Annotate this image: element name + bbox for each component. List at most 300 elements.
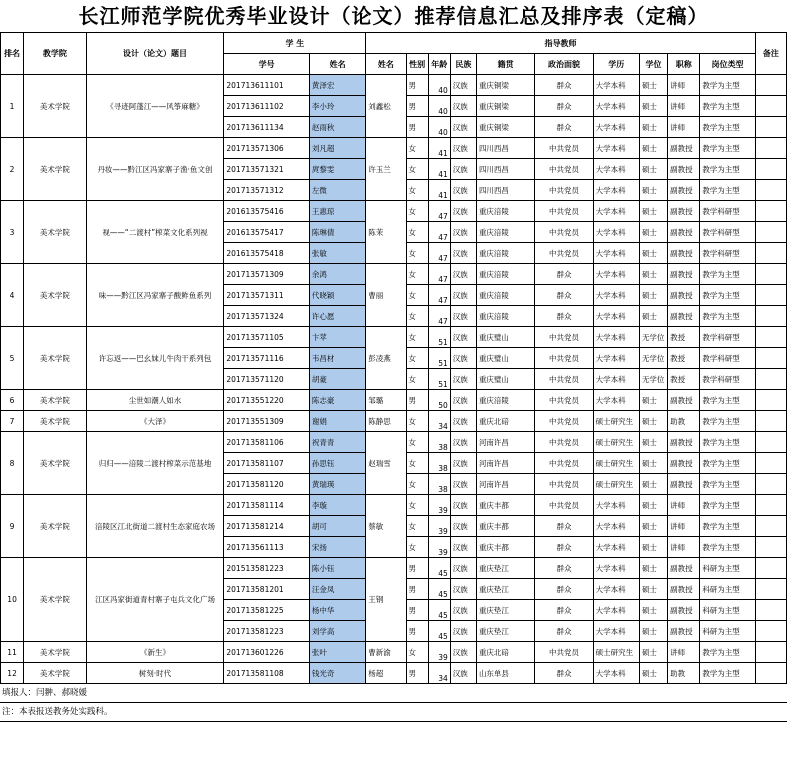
title-cell[interactable]: 教授	[668, 327, 700, 348]
education-cell[interactable]: 硕士研究生	[593, 474, 639, 495]
origin-cell[interactable]: 重庆涪陵	[476, 390, 534, 411]
position-cell[interactable]: 教学为主型	[700, 432, 755, 453]
student-id-cell[interactable]: 201713571321	[224, 159, 310, 180]
political-cell[interactable]: 中共党员	[535, 180, 593, 201]
ethnicity-cell[interactable]: 汉族	[450, 285, 476, 306]
student-name-cell[interactable]: 汪金凤	[309, 579, 365, 600]
student-name-cell[interactable]: 余鸿	[309, 264, 365, 285]
political-cell[interactable]: 中共党员	[535, 642, 593, 663]
education-cell[interactable]: 硕士研究生	[593, 453, 639, 474]
origin-cell[interactable]: 重庆丰都	[476, 495, 534, 516]
origin-cell[interactable]: 重庆北碚	[476, 411, 534, 432]
degree-cell[interactable]: 硕士	[639, 390, 667, 411]
age-cell[interactable]: 38	[428, 453, 450, 474]
gender-cell[interactable]: 男	[406, 600, 428, 621]
student-id-cell[interactable]: 201713571116	[224, 348, 310, 369]
gender-cell[interactable]: 女	[406, 537, 428, 558]
age-cell[interactable]: 39	[428, 516, 450, 537]
degree-cell[interactable]: 硕士	[639, 558, 667, 579]
political-cell[interactable]: 中共党员	[535, 474, 593, 495]
origin-cell[interactable]: 重庆铜梁	[476, 117, 534, 138]
education-cell[interactable]: 大学本科	[593, 390, 639, 411]
remarks-cell[interactable]	[755, 180, 786, 201]
political-cell[interactable]: 群众	[535, 285, 593, 306]
position-cell[interactable]: 教学为主型	[700, 663, 755, 684]
origin-cell[interactable]: 重庆涪陵	[476, 285, 534, 306]
position-cell[interactable]: 教学科研型	[700, 369, 755, 390]
rank-cell[interactable]: 9	[1, 495, 24, 558]
gender-cell[interactable]: 女	[406, 369, 428, 390]
gender-cell[interactable]: 女	[406, 159, 428, 180]
origin-cell[interactable]: 山东单县	[476, 663, 534, 684]
topic-cell[interactable]: 江区冯家街道青村寨子屯兵文化广场	[86, 558, 224, 642]
gender-cell[interactable]: 男	[406, 663, 428, 684]
ethnicity-cell[interactable]: 汉族	[450, 642, 476, 663]
topic-cell[interactable]: 味——黔江区冯家寨子酸鲊鱼系列	[86, 264, 224, 327]
political-cell[interactable]: 群众	[535, 537, 593, 558]
topic-cell[interactable]: 《新生》	[86, 642, 224, 663]
ethnicity-cell[interactable]: 汉族	[450, 117, 476, 138]
position-cell[interactable]: 教学为主型	[700, 453, 755, 474]
ethnicity-cell[interactable]: 汉族	[450, 600, 476, 621]
remarks-cell[interactable]	[755, 117, 786, 138]
rank-cell[interactable]: 5	[1, 327, 24, 390]
ethnicity-cell[interactable]: 汉族	[450, 474, 476, 495]
ethnicity-cell[interactable]: 汉族	[450, 306, 476, 327]
remarks-cell[interactable]	[755, 306, 786, 327]
education-cell[interactable]: 大学本科	[593, 138, 639, 159]
advisor-name-cell[interactable]: 彭凌燕	[366, 327, 406, 390]
title-cell[interactable]: 副教授	[668, 621, 700, 642]
political-cell[interactable]: 中共党员	[535, 369, 593, 390]
age-cell[interactable]: 40	[428, 117, 450, 138]
degree-cell[interactable]: 硕士	[639, 663, 667, 684]
age-cell[interactable]: 47	[428, 222, 450, 243]
ethnicity-cell[interactable]: 汉族	[450, 537, 476, 558]
student-name-cell[interactable]: 张敏	[309, 243, 365, 264]
gender-cell[interactable]: 女	[406, 411, 428, 432]
education-cell[interactable]: 大学本科	[593, 222, 639, 243]
remarks-cell[interactable]	[755, 159, 786, 180]
rank-cell[interactable]: 10	[1, 558, 24, 642]
gender-cell[interactable]: 男	[406, 96, 428, 117]
degree-cell[interactable]: 硕士	[639, 96, 667, 117]
age-cell[interactable]: 34	[428, 411, 450, 432]
student-name-cell[interactable]: 杨中华	[309, 600, 365, 621]
education-cell[interactable]: 大学本科	[593, 96, 639, 117]
remarks-cell[interactable]	[755, 432, 786, 453]
student-id-cell[interactable]: 201713571120	[224, 369, 310, 390]
ethnicity-cell[interactable]: 汉族	[450, 390, 476, 411]
political-cell[interactable]: 中共党员	[535, 348, 593, 369]
education-cell[interactable]: 大学本科	[593, 327, 639, 348]
advisor-name-cell[interactable]: 刘鑫松	[366, 75, 406, 138]
title-cell[interactable]: 副教授	[668, 180, 700, 201]
remarks-cell[interactable]	[755, 369, 786, 390]
political-cell[interactable]: 群众	[535, 306, 593, 327]
position-cell[interactable]: 教学科研型	[700, 222, 755, 243]
position-cell[interactable]: 教学为主型	[700, 516, 755, 537]
political-cell[interactable]: 群众	[535, 579, 593, 600]
degree-cell[interactable]: 无学位	[639, 348, 667, 369]
student-id-cell[interactable]: 201713571306	[224, 138, 310, 159]
origin-cell[interactable]: 重庆垫江	[476, 621, 534, 642]
position-cell[interactable]: 教学为主型	[700, 117, 755, 138]
topic-cell[interactable]: 许忘返——巴幺妹儿牛肉干系列包	[86, 327, 224, 390]
political-cell[interactable]: 群众	[535, 621, 593, 642]
origin-cell[interactable]: 重庆涪陵	[476, 264, 534, 285]
position-cell[interactable]: 教学为主型	[700, 474, 755, 495]
remarks-cell[interactable]	[755, 327, 786, 348]
education-cell[interactable]: 大学本科	[593, 537, 639, 558]
student-id-cell[interactable]: 201713581106	[224, 432, 310, 453]
title-cell[interactable]: 副教授	[668, 600, 700, 621]
gender-cell[interactable]: 女	[406, 264, 428, 285]
political-cell[interactable]: 中共党员	[535, 201, 593, 222]
college-cell[interactable]: 美术学院	[24, 663, 86, 684]
student-id-cell[interactable]: 201713571324	[224, 306, 310, 327]
student-id-cell[interactable]: 201613575416	[224, 201, 310, 222]
ethnicity-cell[interactable]: 汉族	[450, 75, 476, 96]
student-id-cell[interactable]: 201713601226	[224, 642, 310, 663]
advisor-name-cell[interactable]: 赵瑞雪	[366, 432, 406, 495]
topic-cell[interactable]: 视——“二渡村”榨菜文化系列视	[86, 201, 224, 264]
gender-cell[interactable]: 女	[406, 327, 428, 348]
topic-cell[interactable]: 《大泽》	[86, 411, 224, 432]
student-name-cell[interactable]: 李璇	[309, 495, 365, 516]
position-cell[interactable]: 教学为主型	[700, 306, 755, 327]
student-name-cell[interactable]: 卞苹	[309, 327, 365, 348]
title-cell[interactable]: 教授	[668, 348, 700, 369]
age-cell[interactable]: 50	[428, 390, 450, 411]
title-cell[interactable]: 副教授	[668, 474, 700, 495]
student-id-cell[interactable]: 201713581108	[224, 663, 310, 684]
political-cell[interactable]: 群众	[535, 75, 593, 96]
student-name-cell[interactable]: 钱光奇	[309, 663, 365, 684]
political-cell[interactable]: 群众	[535, 516, 593, 537]
education-cell[interactable]: 硕士研究生	[593, 432, 639, 453]
college-cell[interactable]: 美术学院	[24, 642, 86, 663]
ethnicity-cell[interactable]: 汉族	[450, 621, 476, 642]
origin-cell[interactable]: 重庆璧山	[476, 369, 534, 390]
education-cell[interactable]: 大学本科	[593, 621, 639, 642]
college-cell[interactable]: 美术学院	[24, 327, 86, 390]
degree-cell[interactable]: 硕士	[639, 579, 667, 600]
gender-cell[interactable]: 女	[406, 306, 428, 327]
student-id-cell[interactable]: 201713571312	[224, 180, 310, 201]
ethnicity-cell[interactable]: 汉族	[450, 348, 476, 369]
political-cell[interactable]: 中共党员	[535, 159, 593, 180]
origin-cell[interactable]: 河南许昌	[476, 453, 534, 474]
ethnicity-cell[interactable]: 汉族	[450, 663, 476, 684]
ethnicity-cell[interactable]: 汉族	[450, 369, 476, 390]
degree-cell[interactable]: 无学位	[639, 327, 667, 348]
education-cell[interactable]: 大学本科	[593, 516, 639, 537]
student-name-cell[interactable]: 孙思钰	[309, 453, 365, 474]
title-cell[interactable]: 副教授	[668, 243, 700, 264]
origin-cell[interactable]: 四川西昌	[476, 159, 534, 180]
advisor-name-cell[interactable]: 陈茉	[366, 201, 406, 264]
student-name-cell[interactable]: 黄泽宏	[309, 75, 365, 96]
rank-cell[interactable]: 12	[1, 663, 24, 684]
college-cell[interactable]: 美术学院	[24, 138, 86, 201]
title-cell[interactable]: 副教授	[668, 159, 700, 180]
student-id-cell[interactable]: 201713561113	[224, 537, 310, 558]
student-name-cell[interactable]: 胡豪	[309, 369, 365, 390]
title-cell[interactable]: 副教授	[668, 285, 700, 306]
title-cell[interactable]: 副教授	[668, 579, 700, 600]
student-name-cell[interactable]: 韦昌材	[309, 348, 365, 369]
origin-cell[interactable]: 重庆璧山	[476, 348, 534, 369]
age-cell[interactable]: 39	[428, 537, 450, 558]
advisor-name-cell[interactable]: 许玉兰	[366, 138, 406, 201]
age-cell[interactable]: 40	[428, 75, 450, 96]
age-cell[interactable]: 45	[428, 621, 450, 642]
topic-cell[interactable]: 涪陵区江北街道二渡村生态家庭农场	[86, 495, 224, 558]
advisor-name-cell[interactable]: 蔡敏	[366, 495, 406, 558]
education-cell[interactable]: 大学本科	[593, 117, 639, 138]
education-cell[interactable]: 硕士研究生	[593, 642, 639, 663]
gender-cell[interactable]: 女	[406, 642, 428, 663]
gender-cell[interactable]: 女	[406, 516, 428, 537]
remarks-cell[interactable]	[755, 621, 786, 642]
student-name-cell[interactable]: 刘学高	[309, 621, 365, 642]
student-id-cell[interactable]: 201713581223	[224, 621, 310, 642]
education-cell[interactable]: 大学本科	[593, 558, 639, 579]
advisor-name-cell[interactable]: 杨超	[366, 663, 406, 684]
student-name-cell[interactable]: 赵雨秋	[309, 117, 365, 138]
college-cell[interactable]: 美术学院	[24, 411, 86, 432]
title-cell[interactable]: 讲师	[668, 75, 700, 96]
student-id-cell[interactable]: 201713611101	[224, 75, 310, 96]
student-id-cell[interactable]: 201713571105	[224, 327, 310, 348]
ethnicity-cell[interactable]: 汉族	[450, 558, 476, 579]
student-name-cell[interactable]: 代晓颖	[309, 285, 365, 306]
origin-cell[interactable]: 重庆涪陵	[476, 243, 534, 264]
education-cell[interactable]: 大学本科	[593, 579, 639, 600]
political-cell[interactable]: 中共党员	[535, 243, 593, 264]
age-cell[interactable]: 47	[428, 306, 450, 327]
position-cell[interactable]: 教学为主型	[700, 138, 755, 159]
college-cell[interactable]: 美术学院	[24, 390, 86, 411]
age-cell[interactable]: 38	[428, 432, 450, 453]
advisor-name-cell[interactable]: 王钢	[366, 558, 406, 642]
political-cell[interactable]: 中共党员	[535, 411, 593, 432]
degree-cell[interactable]: 硕士	[639, 138, 667, 159]
remarks-cell[interactable]	[755, 348, 786, 369]
ethnicity-cell[interactable]: 汉族	[450, 159, 476, 180]
title-cell[interactable]: 助教	[668, 663, 700, 684]
title-cell[interactable]: 教授	[668, 369, 700, 390]
position-cell[interactable]: 科研为主型	[700, 579, 755, 600]
origin-cell[interactable]: 重庆垫江	[476, 600, 534, 621]
education-cell[interactable]: 大学本科	[593, 264, 639, 285]
title-cell[interactable]: 讲师	[668, 516, 700, 537]
degree-cell[interactable]: 无学位	[639, 369, 667, 390]
student-name-cell[interactable]: 陈琳倩	[309, 222, 365, 243]
title-cell[interactable]: 讲师	[668, 537, 700, 558]
education-cell[interactable]: 大学本科	[593, 663, 639, 684]
remarks-cell[interactable]	[755, 243, 786, 264]
position-cell[interactable]: 教学为主型	[700, 285, 755, 306]
position-cell[interactable]: 教学为主型	[700, 159, 755, 180]
remarks-cell[interactable]	[755, 600, 786, 621]
title-cell[interactable]: 副教授	[668, 453, 700, 474]
age-cell[interactable]: 51	[428, 369, 450, 390]
student-name-cell[interactable]: 许心愿	[309, 306, 365, 327]
political-cell[interactable]: 群众	[535, 264, 593, 285]
age-cell[interactable]: 40	[428, 96, 450, 117]
student-name-cell[interactable]: 黄瑞瑛	[309, 474, 365, 495]
gender-cell[interactable]: 女	[406, 243, 428, 264]
student-id-cell[interactable]: 201713571311	[224, 285, 310, 306]
position-cell[interactable]: 教学科研型	[700, 348, 755, 369]
age-cell[interactable]: 47	[428, 264, 450, 285]
degree-cell[interactable]: 硕士	[639, 411, 667, 432]
gender-cell[interactable]: 女	[406, 222, 428, 243]
ethnicity-cell[interactable]: 汉族	[450, 495, 476, 516]
remarks-cell[interactable]	[755, 390, 786, 411]
degree-cell[interactable]: 硕士	[639, 495, 667, 516]
topic-cell[interactable]: 归归——涪陵二渡村榨菜示范基地	[86, 432, 224, 495]
title-cell[interactable]: 副教授	[668, 390, 700, 411]
student-name-cell[interactable]: 胡可	[309, 516, 365, 537]
gender-cell[interactable]: 男	[406, 390, 428, 411]
origin-cell[interactable]: 河南许昌	[476, 432, 534, 453]
student-id-cell[interactable]: 201713581107	[224, 453, 310, 474]
student-name-cell[interactable]: 谢娟	[309, 411, 365, 432]
position-cell[interactable]: 科研为主型	[700, 600, 755, 621]
origin-cell[interactable]: 重庆丰都	[476, 516, 534, 537]
degree-cell[interactable]: 硕士	[639, 516, 667, 537]
degree-cell[interactable]: 硕士	[639, 117, 667, 138]
ethnicity-cell[interactable]: 汉族	[450, 243, 476, 264]
political-cell[interactable]: 中共党员	[535, 495, 593, 516]
degree-cell[interactable]: 硕士	[639, 453, 667, 474]
student-id-cell[interactable]: 201713551220	[224, 390, 310, 411]
remarks-cell[interactable]	[755, 663, 786, 684]
degree-cell[interactable]: 硕士	[639, 621, 667, 642]
student-name-cell[interactable]: 王惠琼	[309, 201, 365, 222]
student-id-cell[interactable]: 201713581225	[224, 600, 310, 621]
age-cell[interactable]: 51	[428, 327, 450, 348]
college-cell[interactable]: 美术学院	[24, 75, 86, 138]
student-name-cell[interactable]: 祝青青	[309, 432, 365, 453]
student-name-cell[interactable]: 庹黎雯	[309, 159, 365, 180]
remarks-cell[interactable]	[755, 138, 786, 159]
college-cell[interactable]: 美术学院	[24, 495, 86, 558]
ethnicity-cell[interactable]: 汉族	[450, 264, 476, 285]
position-cell[interactable]: 教学科研型	[700, 201, 755, 222]
ethnicity-cell[interactable]: 汉族	[450, 222, 476, 243]
remarks-cell[interactable]	[755, 474, 786, 495]
rank-cell[interactable]: 7	[1, 411, 24, 432]
position-cell[interactable]: 教学为主型	[700, 180, 755, 201]
origin-cell[interactable]: 重庆涪陵	[476, 222, 534, 243]
position-cell[interactable]: 教学为主型	[700, 495, 755, 516]
degree-cell[interactable]: 硕士	[639, 285, 667, 306]
remarks-cell[interactable]	[755, 285, 786, 306]
degree-cell[interactable]: 硕士	[639, 432, 667, 453]
student-id-cell[interactable]: 201513581223	[224, 558, 310, 579]
remarks-cell[interactable]	[755, 453, 786, 474]
advisor-name-cell[interactable]: 陈静思	[366, 411, 406, 432]
origin-cell[interactable]: 重庆垫江	[476, 558, 534, 579]
title-cell[interactable]: 讲师	[668, 117, 700, 138]
remarks-cell[interactable]	[755, 264, 786, 285]
gender-cell[interactable]: 女	[406, 138, 428, 159]
age-cell[interactable]: 45	[428, 579, 450, 600]
title-cell[interactable]: 讲师	[668, 642, 700, 663]
student-name-cell[interactable]: 刘凡超	[309, 138, 365, 159]
political-cell[interactable]: 中共党员	[535, 390, 593, 411]
student-id-cell[interactable]: 201713581214	[224, 516, 310, 537]
political-cell[interactable]: 中共党员	[535, 432, 593, 453]
origin-cell[interactable]: 重庆铜梁	[476, 96, 534, 117]
student-id-cell[interactable]: 201713571309	[224, 264, 310, 285]
origin-cell[interactable]: 重庆涪陵	[476, 201, 534, 222]
advisor-name-cell[interactable]: 曹新渝	[366, 642, 406, 663]
position-cell[interactable]: 教学为主型	[700, 537, 755, 558]
education-cell[interactable]: 大学本科	[593, 75, 639, 96]
ethnicity-cell[interactable]: 汉族	[450, 411, 476, 432]
political-cell[interactable]: 中共党员	[535, 327, 593, 348]
gender-cell[interactable]: 女	[406, 180, 428, 201]
degree-cell[interactable]: 硕士	[639, 243, 667, 264]
political-cell[interactable]: 群众	[535, 600, 593, 621]
origin-cell[interactable]: 重庆北碚	[476, 642, 534, 663]
education-cell[interactable]: 大学本科	[593, 348, 639, 369]
remarks-cell[interactable]	[755, 516, 786, 537]
gender-cell[interactable]: 女	[406, 285, 428, 306]
gender-cell[interactable]: 女	[406, 474, 428, 495]
degree-cell[interactable]: 硕士	[639, 75, 667, 96]
political-cell[interactable]: 中共党员	[535, 222, 593, 243]
remarks-cell[interactable]	[755, 201, 786, 222]
student-name-cell[interactable]: 左微	[309, 180, 365, 201]
origin-cell[interactable]: 重庆垫江	[476, 579, 534, 600]
degree-cell[interactable]: 硕士	[639, 474, 667, 495]
advisor-name-cell[interactable]: 曹丽	[366, 264, 406, 327]
student-id-cell[interactable]: 201713551309	[224, 411, 310, 432]
political-cell[interactable]: 中共党员	[535, 138, 593, 159]
rank-cell[interactable]: 6	[1, 390, 24, 411]
education-cell[interactable]: 大学本科	[593, 306, 639, 327]
age-cell[interactable]: 41	[428, 180, 450, 201]
ethnicity-cell[interactable]: 汉族	[450, 453, 476, 474]
topic-cell[interactable]: 树刻·时代	[86, 663, 224, 684]
gender-cell[interactable]: 女	[406, 432, 428, 453]
student-id-cell[interactable]: 201713581201	[224, 579, 310, 600]
student-name-cell[interactable]: 陈小钰	[309, 558, 365, 579]
age-cell[interactable]: 51	[428, 348, 450, 369]
student-id-cell[interactable]: 201713611134	[224, 117, 310, 138]
position-cell[interactable]: 教学为主型	[700, 96, 755, 117]
topic-cell[interactable]: 《寻迹阿蓬江——风筝麻糖》	[86, 75, 224, 138]
age-cell[interactable]: 47	[428, 285, 450, 306]
origin-cell[interactable]: 重庆璧山	[476, 327, 534, 348]
student-id-cell[interactable]: 201713611102	[224, 96, 310, 117]
position-cell[interactable]: 教学为主型	[700, 75, 755, 96]
college-cell[interactable]: 美术学院	[24, 264, 86, 327]
title-cell[interactable]: 讲师	[668, 495, 700, 516]
ethnicity-cell[interactable]: 汉族	[450, 138, 476, 159]
education-cell[interactable]: 大学本科	[593, 159, 639, 180]
rank-cell[interactable]: 4	[1, 264, 24, 327]
title-cell[interactable]: 助教	[668, 411, 700, 432]
position-cell[interactable]: 科研为主型	[700, 621, 755, 642]
education-cell[interactable]: 大学本科	[593, 243, 639, 264]
